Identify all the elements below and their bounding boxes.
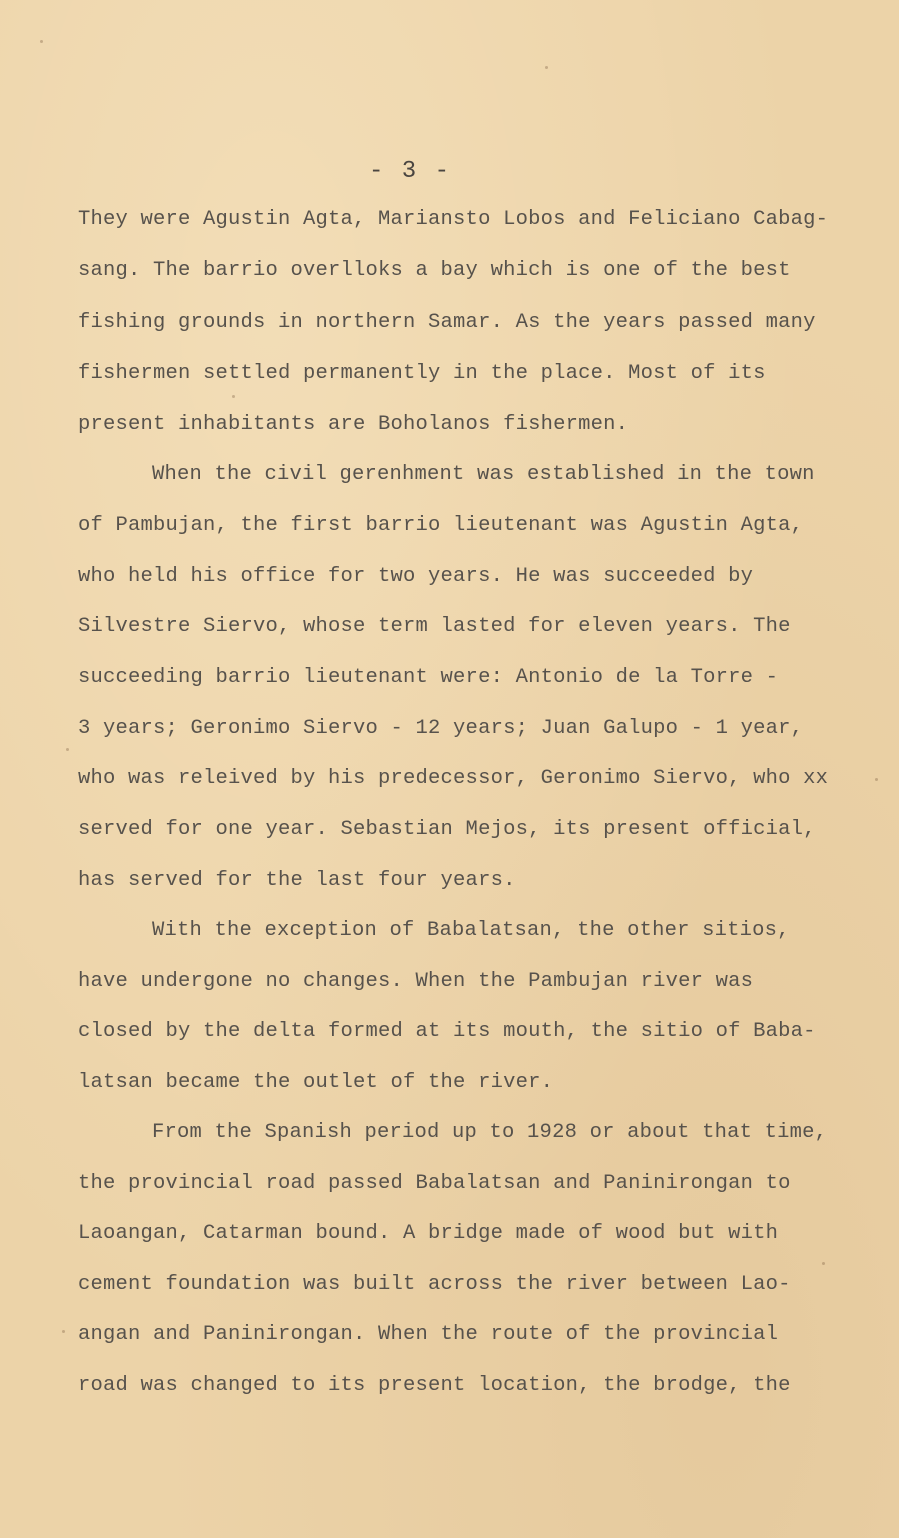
page-number: - 3 -: [368, 158, 451, 185]
text-line-18: latsan became the outlet of the river.: [78, 1071, 554, 1094]
paper-speck: [62, 1330, 65, 1333]
text-line-14: has served for the last four years.: [78, 869, 516, 892]
paper-speck: [40, 40, 43, 43]
text-line-19: From the Spanish period up to 1928 or about that time,: [152, 1121, 828, 1144]
text-line-16: have undergone no changes. When the Pambujan river was: [78, 970, 754, 993]
paper-speck: [875, 778, 878, 781]
text-line-8: who held his office for two years. He was succeeded by: [78, 565, 754, 588]
text-line-9: Silvestre Siervo, whose term lasted for eleven years. The: [78, 615, 791, 638]
paper-speck: [545, 66, 548, 69]
paper-speck: [822, 1262, 825, 1265]
text-line-5: present inhabitants are Boholanos fishermen.: [78, 413, 629, 436]
text-line-3: fishing grounds in northern Samar. As the years passed many: [78, 311, 816, 334]
text-line-7: of Pambujan, the first barrio lieutenant was Agustin Agta,: [78, 514, 804, 537]
paper-speck: [748, 724, 751, 727]
paper-speck: [66, 748, 69, 751]
text-line-4: fishermen settled permanently in the place. Most of its: [78, 362, 766, 385]
text-line-23: angan and Paninirongan. When the route of the provincial: [78, 1323, 779, 1346]
paper-speck: [232, 395, 235, 398]
text-line-13: served for one year. Sebastian Mejos, its present official,: [78, 818, 816, 841]
text-line-24: road was changed to its present location, the brodge, the: [78, 1374, 791, 1397]
text-line-15: With the exception of Babalatsan, the other sitios,: [152, 919, 790, 942]
text-line-10: succeeding barrio lieutenant were: Antonio de la Torre -: [78, 666, 779, 689]
text-line-6: When the civil gerenhment was established in the town: [152, 463, 815, 486]
text-line-17: closed by the delta formed at its mouth, the sitio of Baba-: [78, 1020, 816, 1043]
text-line-2: sang. The barrio overlloks a bay which is one of the best: [78, 259, 791, 282]
text-line-11: 3 years; Geronimo Siervo - 12 years; Juan Galupo - 1 year,: [78, 717, 804, 740]
text-line-1: They were Agustin Agta, Mariansto Lobos and Feliciano Cabag-: [78, 208, 829, 231]
text-line-21: Laoangan, Catarman bound. A bridge made of wood but with: [78, 1222, 779, 1245]
text-line-12: who was releived by his predecessor, Geronimo Siervo, who xx: [78, 767, 829, 790]
text-line-20: the provincial road passed Babalatsan and Paninirongan to: [78, 1172, 791, 1195]
text-line-22: cement foundation was built across the river between Lao-: [78, 1273, 791, 1296]
